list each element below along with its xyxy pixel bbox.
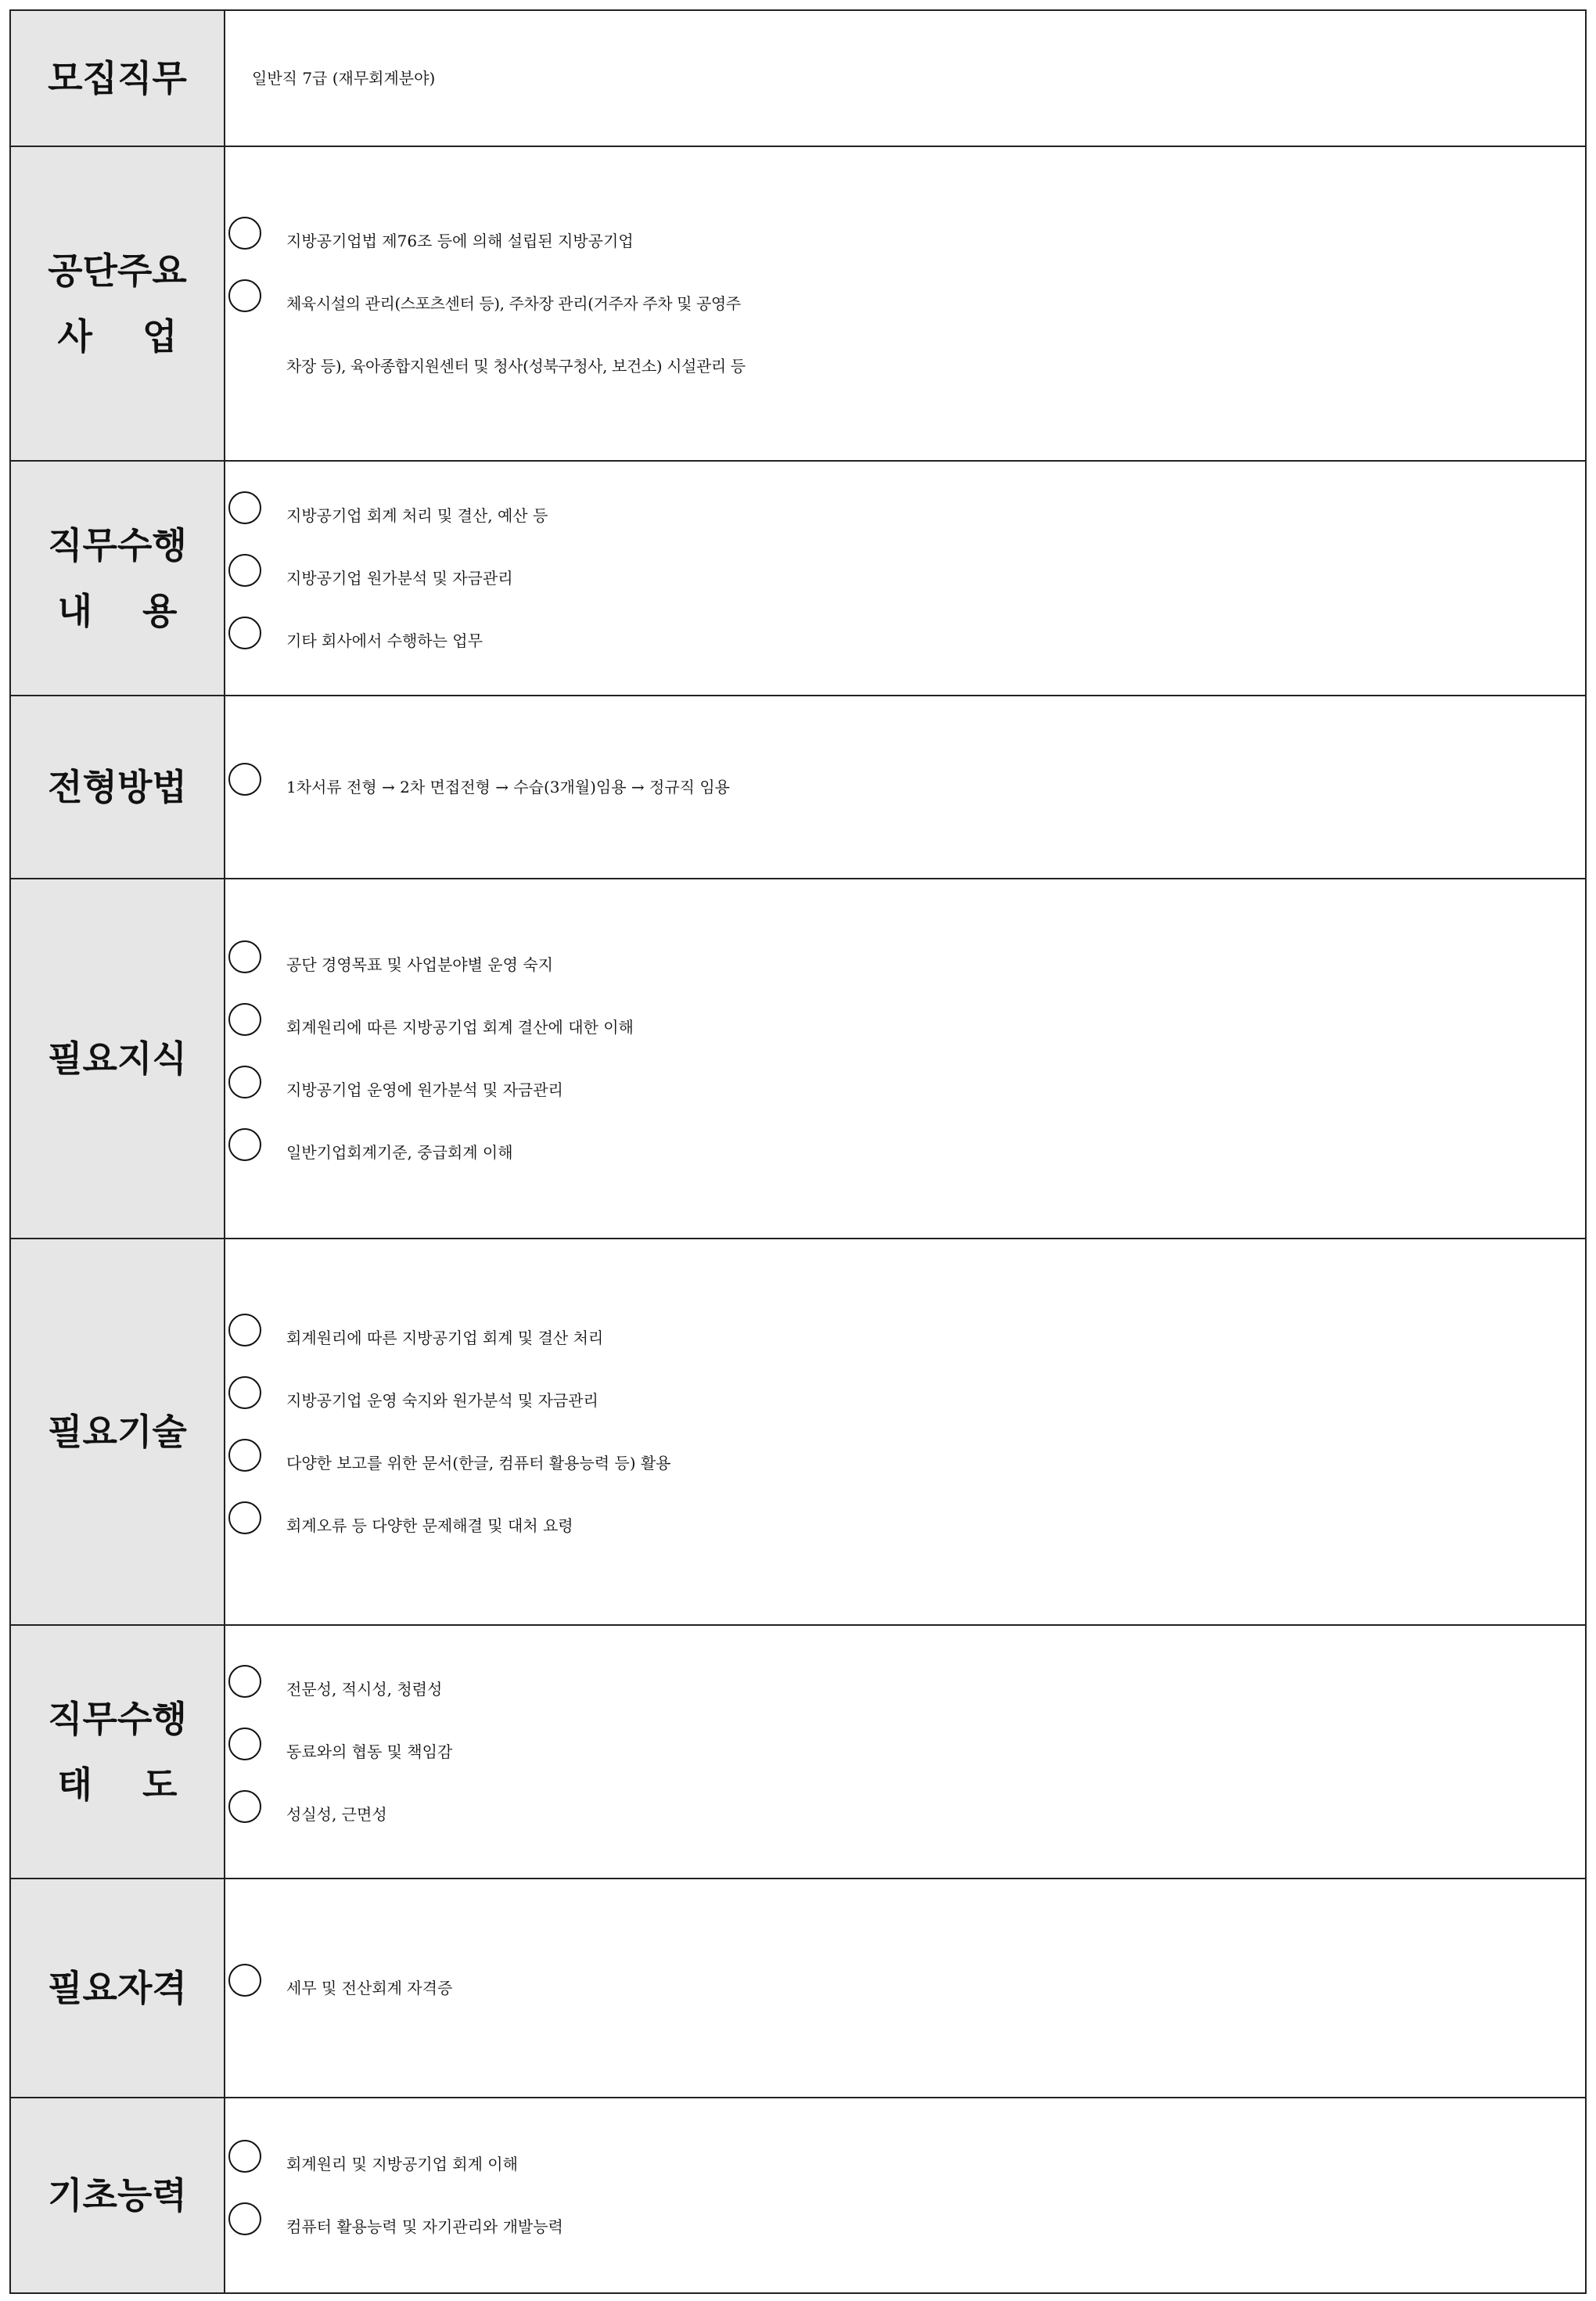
job-description-table	[9, 9, 1587, 2294]
item-text: 지방공기업 운영에 원가분석 및 자금관리	[286, 1080, 563, 1099]
header-line: 모집직무	[48, 57, 187, 99]
list-item	[225, 996, 1585, 1059]
circle-bullet-icon	[225, 1059, 286, 1121]
circle-bullet-icon	[225, 756, 286, 818]
circle-bullet-icon	[225, 1720, 286, 1783]
circle-bullet-icon	[225, 1783, 286, 1846]
item-text: 지방공기업 회계 처리 및 결산, 예산 등	[286, 506, 548, 525]
list-item	[225, 1494, 1585, 1557]
item-text: 세무 및 전산회계 자격증	[286, 1979, 453, 1997]
list-item	[225, 933, 1585, 996]
item-text: 컴퓨터 활용능력 및 자기관리와 개발능력	[286, 2217, 563, 2236]
item-text: 회계원리 및 지방공기업 회계 이해	[286, 2155, 518, 2173]
circle-bullet-icon	[225, 2133, 286, 2195]
row-header	[10, 10, 225, 146]
position-title: 일반직 7급 (재무회계분야)	[252, 69, 436, 88]
item-text: 전문성, 적시성, 청렴성	[286, 1680, 443, 1699]
item-text: 지방공기업 운영 숙지와 원가분석 및 자금관리	[286, 1391, 598, 1410]
list-item	[225, 210, 1585, 272]
circle-bullet-icon	[225, 1369, 286, 1432]
circle-bullet-icon	[225, 272, 286, 335]
list-item	[225, 2195, 1585, 2258]
row-content	[225, 1879, 1586, 2098]
row-selection-method	[10, 696, 1586, 879]
circle-bullet-icon	[225, 933, 286, 996]
circle-bullet-icon	[225, 1432, 286, 1494]
list-item	[225, 1783, 1585, 1846]
circle-bullet-icon	[225, 1658, 286, 1720]
circle-bullet-icon	[225, 210, 286, 272]
row-header	[10, 1625, 225, 1879]
row-required-skills	[10, 1239, 1586, 1625]
header-line: 내 용	[57, 590, 178, 632]
row-content	[225, 879, 1586, 1239]
header-line: 필요지식	[48, 1037, 187, 1080]
list-item	[225, 1720, 1585, 1783]
item-text: 체육시설의 관리(스포츠센터 등), 주차장 관리(거주자 주차 및 공영주 차장 등), 육아종합지원센터 및 청사(성북구청사, 보건소) 시설관리 등	[286, 294, 746, 376]
list-item	[225, 1957, 1585, 2019]
header-line: 필요자격	[48, 1967, 187, 2009]
row-required-knowledge	[10, 879, 1586, 1239]
list-item	[225, 609, 1585, 672]
circle-bullet-icon	[225, 547, 286, 609]
row-content	[225, 146, 1586, 461]
circle-bullet-icon	[225, 996, 286, 1059]
item-text: 기타 회사에서 수행하는 업무	[286, 631, 483, 650]
row-content	[225, 696, 1586, 879]
row-recruit-position	[10, 10, 1586, 146]
row-content	[225, 1239, 1586, 1625]
header-line: 직무수행	[48, 1698, 187, 1740]
circle-bullet-icon	[225, 2195, 286, 2258]
item-text: 동료와의 협동 및 책임감	[286, 1742, 453, 1761]
header-line: 직무수행	[48, 524, 187, 566]
row-content	[225, 2098, 1586, 2293]
row-main-business	[10, 146, 1586, 461]
row-header	[10, 1239, 225, 1625]
list-item	[225, 1658, 1585, 1720]
header-line: 필요기술	[48, 1411, 187, 1453]
item-text: 다양한 보고를 위한 문서(한글, 컴퓨터 활용능력 등) 활용	[286, 1454, 671, 1472]
item-text: 1차서류 전형 → 2차 면접전형 → 수습(3개월)임용 → 정규직 임용	[286, 778, 730, 796]
row-basic-abilities	[10, 2098, 1586, 2293]
circle-bullet-icon	[225, 609, 286, 672]
item-text: 지방공기업 원가분석 및 자금관리	[286, 569, 513, 588]
circle-bullet-icon	[225, 1307, 286, 1369]
list-item	[225, 547, 1585, 609]
row-content	[225, 461, 1586, 696]
list-item	[225, 272, 1585, 397]
list-item	[225, 756, 1585, 818]
list-item	[225, 2133, 1585, 2195]
list-item	[225, 1369, 1585, 1432]
row-content	[225, 10, 1586, 146]
list-item	[225, 484, 1585, 547]
header-line: 전형방법	[48, 766, 187, 808]
row-content	[225, 1625, 1586, 1879]
row-header	[10, 1879, 225, 2098]
list-item	[225, 1121, 1585, 1184]
header-line: 태 도	[57, 1764, 178, 1806]
list-item	[225, 1432, 1585, 1494]
row-header	[10, 146, 225, 461]
item-text: 성실성, 근면성	[286, 1805, 387, 1824]
circle-bullet-icon	[225, 1957, 286, 2019]
list-item	[225, 1059, 1585, 1121]
item-text: 회계원리에 따른 지방공기업 회계 결산에 대한 이해	[286, 1018, 634, 1037]
row-duties	[10, 461, 1586, 696]
item-text: 지방공기업법 제76조 등에 의해 설립된 지방공기업	[286, 232, 634, 250]
circle-bullet-icon	[225, 1494, 286, 1557]
circle-bullet-icon	[225, 484, 286, 547]
row-qualifications	[10, 1879, 1586, 2098]
item-text: 일반기업회계기준, 중급회계 이해	[286, 1143, 513, 1162]
list-item	[225, 1307, 1585, 1369]
row-header	[10, 879, 225, 1239]
item-text: 회계오류 등 다양한 문제해결 및 대처 요령	[286, 1516, 573, 1535]
header-line: 기초능력	[48, 2174, 187, 2217]
header-line: 사 업	[57, 315, 178, 358]
row-header	[10, 2098, 225, 2293]
item-text: 회계원리에 따른 지방공기업 회계 및 결산 처리	[286, 1328, 604, 1347]
item-text: 공단 경영목표 및 사업분야별 운영 숙지	[286, 955, 553, 974]
row-header	[10, 696, 225, 879]
row-attitude	[10, 1625, 1586, 1879]
row-header	[10, 461, 225, 696]
circle-bullet-icon	[225, 1121, 286, 1184]
header-line: 공단주요	[48, 250, 187, 292]
